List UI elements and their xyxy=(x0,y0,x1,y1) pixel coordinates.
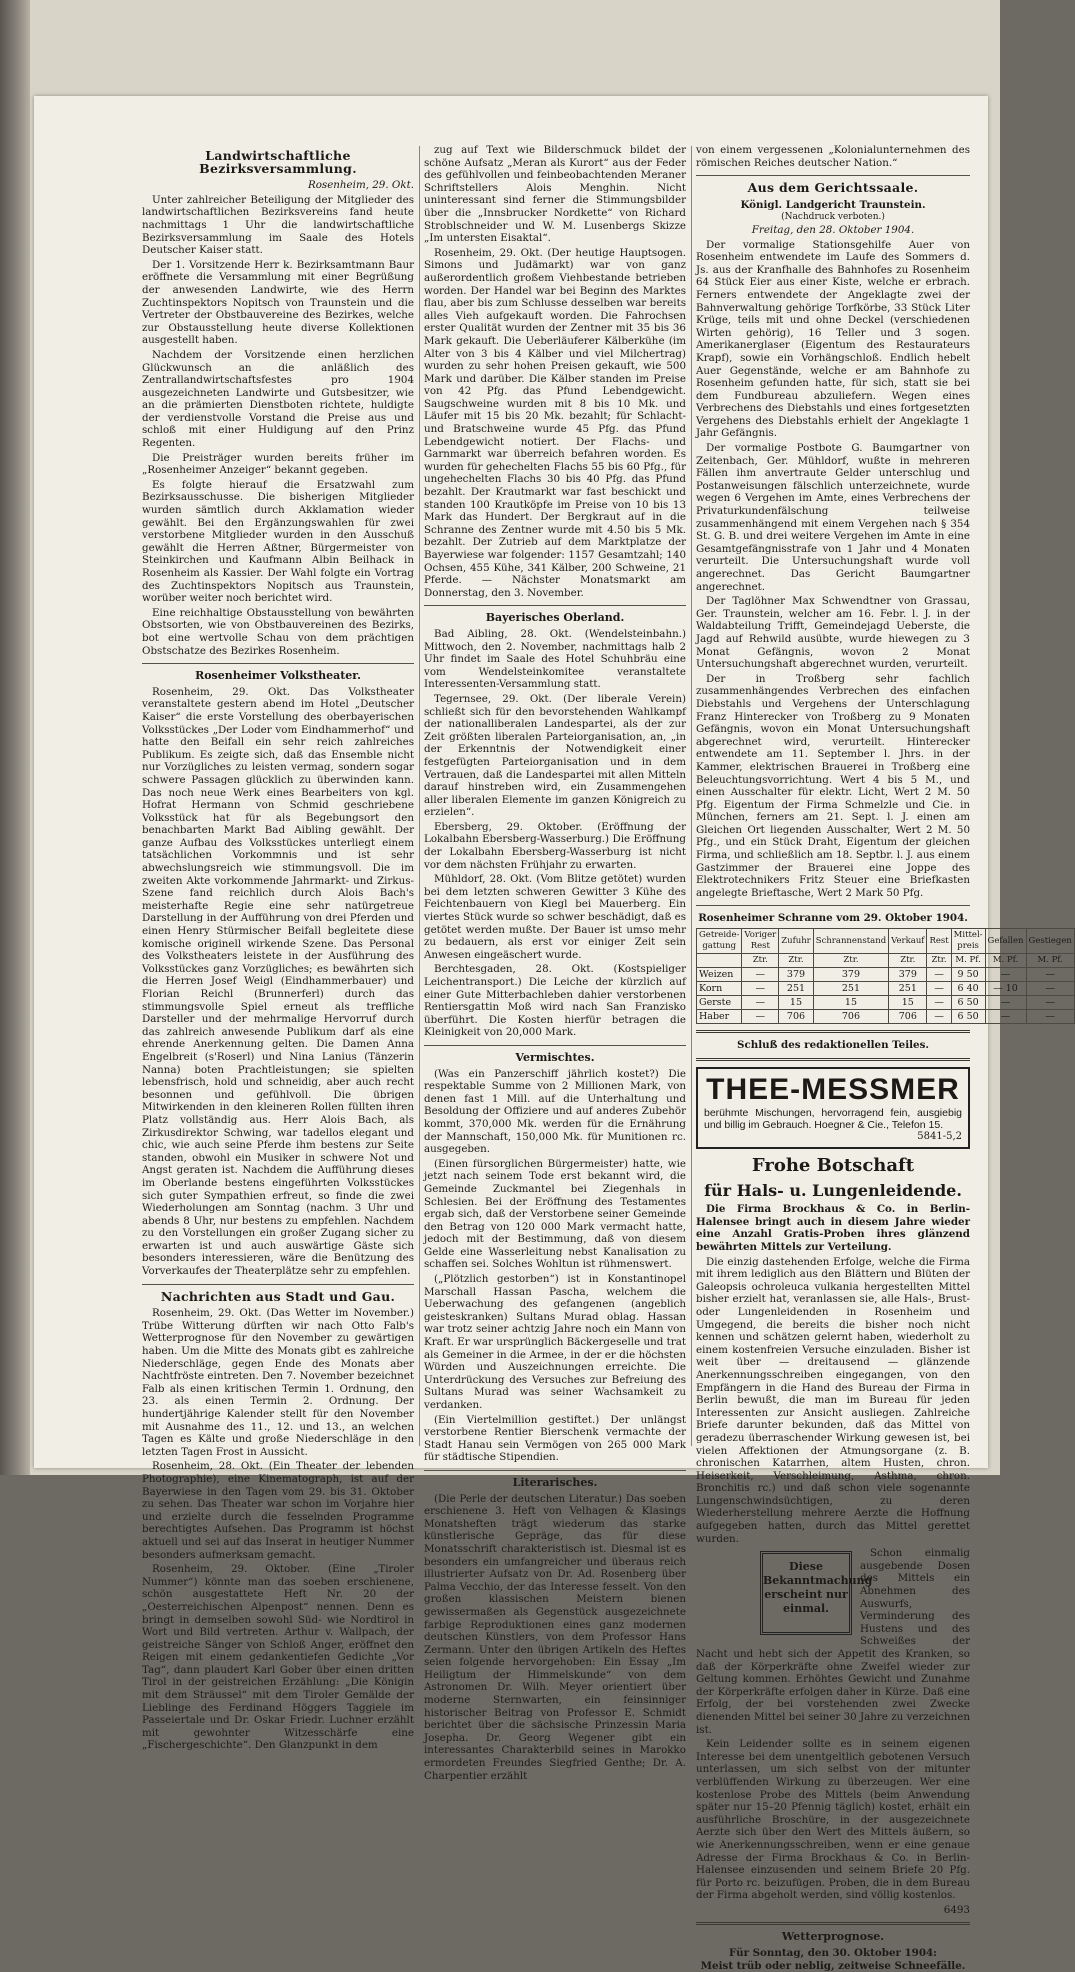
table-unit: M. Pf. xyxy=(951,954,985,968)
separator xyxy=(696,1030,970,1033)
paragraph: Tegernsee, 29. Okt. (Der liberale Verein) schließt sich für den bevorstehenden Wahlkampf der nationalliberalen Landespartei, als der zur Zeit größten liberalen Parteiorganisation, an, „in der Erkenntnis der Notwendigkeit einer festgefügten Parteiorganisation und in dem Vertrauen, daß die Landespartei mit allen Mitteln darauf hinstreben wird, ein Zusammengehen aller liberalen Elemente im ganzen Königreich zu erzielen“. xyxy=(424,692,686,819)
ad-code: 6493 xyxy=(943,1903,970,1916)
table-unit: Ztr. xyxy=(779,954,814,968)
paragraph: Rosenheim, 28. Okt. (Ein Theater der lebenden Photographie), eine Kinematograph, ist auf der Bayerwiese in den Tagen vom 29. bis 31. Oktober zu sehen. Das Theater war schon im Vorjahre hier und erzielte durch die fesselnden Programme berechtigtes Aufsehen. Das Programm ist höchst aktuell und sei auf das Inserat in heutiger Nummer besonders aufmerksam gemacht. xyxy=(142,1460,414,1561)
table-cell: 15 xyxy=(813,996,888,1010)
table-cell: Weizen xyxy=(697,968,742,982)
table-cell: 706 xyxy=(813,1010,888,1024)
table-cell: 379 xyxy=(889,968,927,982)
table-header-row xyxy=(697,929,1075,954)
table-cell: — xyxy=(742,1010,779,1024)
table-cell: Korn xyxy=(697,982,742,996)
paragraph: Der vormalige Postbote G. Baumgartner von Zeitenbach, Ger. Mühldorf, wußte in mehreren Fällen ihm anvertraute Gelder unterschlug und Postanweisungen fälschlich unterzeichnete, wurde wegen 6 Vergehen im Amte, eines Verbrechens der Privaturkundenfälschung teilweise zusammenhängend mit einem Vergehen nach § 354 St. G. B. und drei weitere Vergehen im Amte in eine Gesamtgefängnisstrafe von 1 Jahr und 4 Monaten verurteilt. Die Untersuchungshaft wurde voll angerechnet. Das Gericht Baumgartner angerechnet. xyxy=(696,442,970,593)
table-unit: Ztr. xyxy=(742,954,779,968)
paragraph: Nachdem der Vorsitzende einen herzlichen Glückwunsch an die anläßlich des Zentrallandwirtschaftsfestes pro 1904 ausgezeichneten Landwirte und Gutsbesitzer, wie an die prämierten Dienstboten richtete, huldigte der verdienstvolle Vorstand die Preise aus und schloß mit einer Huldigung auf den Prinz Regenten. xyxy=(142,348,414,450)
article-heading: Wetterprognose. xyxy=(781,1930,885,1944)
table-cell: — xyxy=(1026,996,1074,1010)
paragraph: (Einen fürsorglichen Bürgermeister) hatte, wie jetzt nach seinem Tode erst bekannt wird, die Gemeinde Zuckmantel bei Ziegenhals in Schlesien. Bei der Eröffnung des Testamentes ergab sich, daß der Verstorbene seiner Gemeinde den Betrag von 120 000 Mark vermacht hatte, jedoch mit der Bestimmung, daß von diesem Gelde eine Wasserleitung nebst Kanalisation zu schaffen sei. Solches Wohltun ist rühmenswert. xyxy=(424,1157,686,1271)
table-cell: 706 xyxy=(779,1010,814,1024)
separator xyxy=(424,1045,686,1046)
editorial-end: Schluß des redaktionellen Teiles. xyxy=(737,1039,929,1052)
table-cell: 6 40 xyxy=(951,982,985,996)
table-cell: — xyxy=(927,982,951,996)
separator xyxy=(696,1922,970,1925)
newspaper-page xyxy=(34,96,1072,1972)
column-rule xyxy=(419,146,420,1446)
dateline: Freitag, den 28. Oktober 1904. xyxy=(751,223,915,236)
paragraph: (Die Perle der deutschen Literatur.) Das soeben erschienene 3. Heft von Velhagen & Klasings Monatsheften trägt wiederum das starke künstlerische Gepräge, das für diese Monatsschrift charakteristisch ist. Diesmal ist es besonders ein umfangreicher und überaus reich illustrierter Aufsatz von Dr. Ad. Rosenberg über Palma Vecchio, der das Interesse fesselt. Von den großen klassischen Meistern bienen gewissermaßen als Gegenstück ausgezeichnete farbige Reproduktionen eines ganz modernen deutschen Künstlers, von dem Professor Hans Zermann. Unter den übrigen Artikeln des Heftes seien folgende hervorgehoben: Ein Essay „Im Heiligtum der Himmelskunde“ von dem Astronomen Dr. Wilh. Meyer orientiert über moderne Sternwarten, ein feinsinniger historischer Beitrag von Professor E. Schmidt berichtet über die sächsische Prinzessin Maria Josepha. Dr. Georg Wegener gibt ein interessantes Charakterbild seines in Marokko ermordeten Freundes Siegfried Genthe; Dr. A. Charpentier erzählt xyxy=(424,1492,686,1782)
table-cell: 379 xyxy=(779,968,814,982)
paragraph: Mühldorf, 28. Okt. (Vom Blitze getötet) wurden bei dem letzten schweren Gewitter 3 Kühe des Feichtenbauern von Kiegl bei Mauerberg. Ein viertes Stück wurde so schwer beschädigt, daß es getötet werden mußte. Der Bauer ist umso mehr zu bedauern, als erst vor einiger Zeit sein Anwesen eingeäschert wurde. xyxy=(424,873,686,961)
column-right xyxy=(696,144,1072,1972)
table-cell: 6 50 xyxy=(951,996,985,1010)
paragraph: („Plötzlich gestorben“) ist in Konstantinopel Marschall Hassan Pascha, welchem die Ueberwachung des gefangenen (angeblich geisteskranken) Sultans Murad oblag. Hassan war trotz seiner achtzig Jahre noch ein Mann von Kraft. Er war ursprünglich Bäckergeselle und trat als Gemeiner in die Armee, in der er die höchsten Würden und Auszeichnungen erreichte. Die Unterdrückung des Versuches zur Befreiung des Sultans Murad was seiner Wachsamkeit zu verdanken. xyxy=(424,1273,686,1411)
paragraph: Eine reichhaltige Obstausstellung von bewährten Obstsorten, wie von Obstbauvereinen des Bezirks, bot eine wertvolle Schau von dem prächtigen Obstschatze des Bezirkes Rosenheim. xyxy=(142,606,414,657)
separator xyxy=(696,905,970,906)
paragraph: Schon einmalig ausgebende Dosen des Mittels ein Abnehmen des Auswurfs, Verminderung des Hustens und des Schweißes der Nacht und hebt sich der Appetit des Kranken, so daß der Körperkräfte ohne Zweifel wieder zur Geltung kommen. Erhöhtes Gewicht und Zunahme der Körperkräfte erfolgen daher in Kürze. Daß eine Erfolg, der bei vorstehenden zwei Zwecke dienenden Mittel bei seiner 30 Jahre zu verzeichnen ist. xyxy=(696,1547,970,1736)
reprint-note: (Nachdruck verboten.) xyxy=(781,212,885,223)
paragraph: (Ein Viertelmillion gestiftet.) Der unlängst verstorbene Rentier Bierschenk vermachte der Stadt Hanau sein Vermögen von 265 000 Mark für städtische Stipendien. xyxy=(424,1413,686,1464)
paragraph: Der 1. Vorsitzende Herr k. Bezirksamtmann Baur eröffnete die Versammlung mit einer Begrüßung der anwesenden Landwirte, wie des Herrn Zuchtinspektors Nopitsch von Traunstein und die Vertreter der Obstbauvereine des Bezirkes, welche zur Obstausstellung heute diverse Kollektionen ausgestellt haben. xyxy=(142,258,414,347)
table-cell: — xyxy=(927,996,951,1010)
table-cell: 251 xyxy=(779,982,814,996)
paragraph: Bad Aibling, 28. Okt. (Wendelsteinbahn.) Mittwoch, den 2. November, nachmittags halb 2 Uhr findet im Saale des Hotel Schuhbräu eine vom Wendelsteinkomitee veranstaltete Interessenten-Versammlung statt. xyxy=(424,627,686,691)
table-unit: Ztr. xyxy=(813,954,888,968)
table-cell: 251 xyxy=(889,982,927,996)
article-heading: Bayerisches Oberland. xyxy=(485,611,625,625)
table-unit: M. Pf. xyxy=(985,954,1026,968)
table-cell: — xyxy=(985,968,1026,982)
paragraph: Die Firma Brockhaus & Co. in Berlin-Halensee bringt auch in diesem Jahre wieder eine Anzahl Gratis-Proben ihres glänzend bewährten Mittels zur Verteilung. xyxy=(696,1203,970,1253)
table-cell: — xyxy=(1026,968,1074,982)
table-unit: Ztr. xyxy=(927,954,951,968)
separator xyxy=(142,663,414,664)
paragraph: Rosenheim, 29. Okt. (Der heutige Hauptsogen. Simons und Judämarkt) war von ganz außerordentlich großem Viehbestande betrieben worden. Der Handel war bei Beginn des Marktes flau, aber bis zum Schlusse desselben war bereits alles Vieh aufgekauft worden. Die Fahrochsen erster Qualität wurden der Zentner mit 35 bis 36 Mark gekauft. Die Ueberläuferer Kälberkühe (im Alter von 3 bis 4 Kälber und viel Milchertrag) wurden zu sehr hohen Preisen gekauft, wie 500 Mark und darüber. Die Kälber standen im Preise von 42 Pfg. das Pfund Lebendgewicht. Saugschweine wurden mit 8 bis 10 Mk. und Läufer mit 15 bis 20 Mk. bezahlt; für Schlacht- und Bratschweine wurde 45 Pfg. das Pfund Lebendgewicht notiert. Der Flachs- und Garnmarkt war überreich befahren worden. Es wurden für gehechelten Flachs 55 bis 60 Pfg., für ungehechelten Flachs 30 bis 40 Pfg. das Pfund bezahlt. Der Krautmarkt war fast beschickt und standen 100 Krautköpfe im Preise von 10 bis 13 Mark das Hundert. Der Bergkraut auf in die Schranne des Zentner wurde mit 4.50 bis 5 Mk. bezahlt. Der Zutrieb auf dem Marktplatze der Bayerwiese war folgender: 1157 Gesamtzahl; 140 Ochsen, 455 Kühe, 341 Kälber, 200 Schweine, 21 Pferde. — Nächster Monatsmarkt am Donnerstag, den 3. November. xyxy=(424,246,686,599)
paragraph: Die Preisträger wurden bereits früher im „Rosenheimer Anzeiger“ bekannt gegeben. xyxy=(142,451,414,477)
table-cell: 706 xyxy=(889,1010,927,1024)
article-heading: Nachrichten aus Stadt und Gau. xyxy=(160,1288,396,1304)
dateline: Rosenheim, 29. Okt. xyxy=(307,179,414,192)
separator xyxy=(424,605,686,606)
paragraph: Rosenheim, 29. Okt. Das Volkstheater veranstaltete gestern abend im Hotel „Deutscher Kaiser“ die erste Vorstellung des oberbayerischen Volksstückes „Der Loder vom Eindhammerhof“ und hatte den Beifall ein sehr reich zahlreiches Publikum. Es zeigte sich, daß das Ensemble nicht nur Vorzügliches zu leisten vermag, sondern sogar schwere Passagen glücklich zu überwinden kann. Das noch neue Werk eines Bearbeiters von kgl. Hofrat Hermann von Schmid geschriebene Volksstück hat für als Begebungsort den benachbarten Markt Bad Aibling gewählt. Der ganze Aufbau des Volksstückes unterliegt einem tatsächlichen Vorkommnis und ist sehr abwechslungsreich wie stimmungsvoll. Die im zweiten Akte vorkommende Jahrmarkt- und Zirkus-Szene fand reichlich durch Alois Bach's meisterhafte Regie eine sehr natürgetreue Darstellung in der Aufführung von drei Pferden und einen Henry Stürmischer Beifall begleitete diese komische originell wirkende Szene. Das Personal des Volkstheaters leistete in der Ausführung des Volksstückes ganz Vorzügliches; es bewährten sich die Herren Josef Weigl (Eindhammerbauer) und Florian Reichl (Brunnerferl) durch das stimmungsvolle Spiel erneut als treffliche Darsteller und der mehrmalige Hervorruf durch das zahlreich anwesende Publikum darf als eine ehrende Anerkennung gelten. Die Damen Anna Engelbreit (s'Roserl) und Nina Lanius (Tänzerin Nanna) boten Prachtleistungen; sie spielten lebensfrisch, hold und schneidig, aber auch recht besonnen und gefühlvoll. Die übrigen Mitwirkenden in den kleineren Rollen füllten ihren Platz vollständig aus. Herr Alois Bach, als Zirkusdirektor Schwing, war tadellos elegant und chic, wie auch seine Pferde ihm bestens zur Seite standen, obwohl ein Musiker in schwere Not und Angst geraten ist. Nachdem die Aufführung dieses im Oberlande bestens eingeführten Volksstückes sich guter Sympathien erfreut, so finde die zwei Wiederholungen am Sonntag (nachm. 3 Uhr und abends 8 Uhr, nur bestens zu empfehlen. Nachdem zu den Vorstellungen ein großer Zugang sicher zu erwarten ist und auch auswärtige Gäste sich besonders interessieren, wäre die Benützung des Vorverkaufes der Theaterplätze sehr zu empfehlen. xyxy=(142,685,414,1278)
table-row xyxy=(697,982,1075,996)
article-heading: Rosenheimer Volkstheater. xyxy=(195,669,361,683)
column-left xyxy=(142,144,414,1752)
table-cell: — xyxy=(927,968,951,982)
table-row xyxy=(697,968,1075,982)
table-header: Rest xyxy=(927,929,951,954)
ad-code: 5841-5,2 xyxy=(917,1130,962,1142)
ad-headline: für Hals- u. Lungenleidende. xyxy=(704,1181,962,1201)
notice-box: Diese Bekanntmachung erscheint nur einmal. xyxy=(760,1551,852,1635)
paragraph: Unter zahlreicher Beteiligung der Mitglieder des landwirtschaftlichen Bezirksvereins fand heute nachmittags 1 Uhr die landwirtschaftliche Bezirksversammlung im Saale des Hotels Deutscher Kaiser statt. xyxy=(142,193,414,257)
article-heading: Literarisches. xyxy=(512,1475,598,1489)
separator xyxy=(696,175,970,176)
paragraph: Rosenheim, 29. Oktober. (Eine „Tiroler Nummer“) könnte man das soeben erschienene, schön ausgestattete Heft Nr. 20 der „Oesterreichischen Alpenpost“ nennen. Denn es bringt in demselben sowohl Süd- wie Nordtirol in Wort und Bild vertreten. Arthur v. Wallpach, der geistreiche Sänger von Schloß Anger, eröffnet den Reigen mit einem gedankentiefen Gedichte „Vor Tag“, dann plaudert Karl Gober über einen dritten Tirol in der geistreichen Erzählung: „Die Königin mit dem Sträussel“ mit dem Tiroler Gemälde der Lieblinge des Ferdinand Höggers Taggiele im Passeiertale und Dr. Oskar Friedr. Luchner erzählt mit gewohnter Witzesschärfe eine „Fischergeschichte“. Den Glanzpunkt in dem xyxy=(142,1563,414,1752)
table-header: Schrannenstand xyxy=(813,929,888,954)
table-header: Gefallen xyxy=(985,929,1026,954)
court-name: Königl. Landgericht Traunstein. xyxy=(740,198,926,211)
paragraph: Der in Troßberg sehr fachlich zusammenhängendes Verbrechen des einfachen Diebstahls und Vergehens der Unterschlagung Franz Hinterecker von Troßberg zu 9 Monaten Gefängnis, wovon ein Monat Untersuchungshaft abgerechnet wird, verurteilt. Hinterecker entwendete am 11. September l. Jhrs. in der Kammer, elektrischen Brauerei in Troßberg eine Beleuchtungsvorrichtung. Wert 4 bis 5 M., und einen Ausschalter für elektr. Licht, Wert 2 M. 50 Pfg. Eigentum der Firma Schmelzle und Cie. in München, ferners am 21. Sept. l. J. einen am Gleichen Ort liegenden Ausschalter, Wert 2 M. 50 Pfg., und ein Stück Draht, Eigentum der gleichen Firma, und schließlich am 18. Septbr. l. J. aus einem Gastzimmer der Brauerei eine Joppe des Elektrotechnikers Fritz Steuer eine Briefkasten angelegte Brieftasche, Wert 2 Mark 50 Pfg. xyxy=(696,672,970,899)
column-rule xyxy=(691,146,692,1446)
table-cell: 251 xyxy=(813,982,888,996)
paragraph: (Was ein Panzerschiff jährlich kostet?) Die respektable Summe von 2 Millionen Mark, von denen fast 1 Mill. auf die Unterhaltung und Besoldung der Offiziere und auf anderes Zubehör kommt, 370,000 Mk. werden für die Ernährung der Mannschaft, 150,000 Mk. für Munitionen rc. ausgegeben. xyxy=(424,1067,686,1156)
table-header: Getreide-gattung xyxy=(697,929,742,954)
table-header: Voriger Rest xyxy=(742,929,779,954)
table-cell: 9 50 xyxy=(951,968,985,982)
table-cell: — 10 xyxy=(985,982,1026,996)
paragraph: Es folgte hierauf die Ersatzwahl zum Bezirksausschusse. Die bisherigen Mitglieder wurden sämtlich durch Akklamation wieder gewählt. Bei den Ergänzungswahlen für zwei verstorbene Mitglieder wurden in den Ausschuß gewählt die Herren Aßtner, Bürgermeister von Steinkirchen und Kaufmann Albin Beilhack in Rosenheim als Kassier. Der Wahl folgte ein Vortrag des Zuchtinspektors Nopitsch aus Traunstein, worüber weiter noch berichtet wird. xyxy=(142,478,414,605)
paragraph: zug auf Text wie Bilderschmuck bildet der schöne Aufsatz „Meran als Kurort“ aus der Feder des gefühlvollen und feinbeobachtenden Meraner Schriftstellers Alois Menghin. Nicht uninteressant sind ferner die Stimmungsbilder über die „Innsbrucker Nordkette“ von Richard Stroblschneider und W. M. Lusenbergs Skizze „Im untersten Eisaktal“. xyxy=(424,144,686,245)
table-cell: — xyxy=(985,1010,1026,1024)
paragraph: von einem vergessenen „Kolonialunternehmen des römischen Reiches deutscher Nation.“ xyxy=(696,144,970,169)
table-cell: — xyxy=(742,968,779,982)
paragraph: Die einzig dastehenden Erfolge, welche die Firma mit ihrem lediglich aus den Blättern und Blüten der Galeopsis ochroleuca vulkania hergestellten Mittel bisher erzielt hat, veranlassen sie, alle Hals-, Brust- oder Lungenleidenden in Rosenheim und Umgegend, die bereits die bisher noch nicht kennen und schätzen gelernt haben, wiederholt zu einem kostenfreien Versuche einzuladen. Bisher ist weit über — dreitausend — glänzende Anerkennungsschreiben eingegangen, von den Empfängern in die Hand des Bureau der Firma in Berlin bewußt, die man im Bureau für jeden Interessenten zur Ansicht ausliegen. Zahlreiche Briefe darunter bekunden, daß das Mittel von geradezu überraschender Wirkung gewesen ist, bei vielen Affektionen der Atmungsorgane (z. B. chronischen Katarrhen, altem Husten, chron. Heiserkeit, Verschleimung, Asthma, chron. Bronchitis rc.) und daß schon viele sogenannte Lungenschwindsüchtigen, zu deren Wiederherstellung mehrere Aerzte die Hoffnung aufgegeben hatten, durch das Mittel gerettet wurden. xyxy=(696,1255,970,1545)
advertisement-thee-messmer xyxy=(696,1067,970,1150)
table-cell: — xyxy=(742,996,779,1010)
paragraph: Der vormalige Stationsgehilfe Auer von Rosenheim entwendete im Laufe des Sommers d. Js. aus der Kranfhalle des Bahnhofes zu Rosenheim 64 Stück Eier aus einer Kiste, welche er erbrach. Ferners entwendete der Angeklagte zwei der Bahnverwaltung gehörige Torfkörbe, 33 Stück Liter Krüge, teils mit und ohne Deckel (verschiedenen Wirten gehörig), 16 Teller und 3 sogen. Amerikanerglaser (Eigentum des Restaurateurs Krapf), sowie ein Vorhängschloß. Endlich hebelt Auer Gegenstände, welche er am Bahnhofe zu Rosenheim gefunden hatte, für sich, statt sie bei dem Fundbureau abzuliefern. Wegen eines Verbrechens des Diebstahls und eines fortgesetzten Vergehens des Diebstahls erhielt der Angeklagte 1 Jahr Gefängnis. xyxy=(696,238,970,440)
paragraph: Berchtesgaden, 28. Okt. (Kostspieliger Leichentransport.) Die Leiche der kürzlich auf einer Gute Mitterbachleben dahier verstorbenen Rentiersgattin Moß wird nach San Franzisko überführt. Die Kosten hierfür betragen die Kleinigkeit von 20,000 Mark. xyxy=(424,963,686,1039)
article-heading: Landwirtschaftliche Bezirksversammlung. xyxy=(199,148,357,176)
table-unit-row xyxy=(697,954,1075,968)
forecast-date: Für Sonntag, den 30. Oktober 1904: xyxy=(729,1947,937,1960)
paragraph: Kein Leidender sollte es in seinem eigenen Interesse bei dem unentgeltlich gebotenen Versuch unterlassen, um sich selbst von der mitunter verblüffenden Wirkung zu überzeugen. Wer eine kostenlose Probe des Mittels (beim Anwendung später nur 15–20 Pfennig täglich) kostet, erhält ein ausführliche Broschüre, in der ausgezeichnete Aerzte sich über den Wert des Mittels äußern, so wie Anerkennungsschreiben, wenn er eine genaue Adresse der Firma Brockhaus & Co. in Berlin-Halensee einzusenden und seinem Briefe 20 Pfg. für Porto rc. beizufügen. Proben, die in dem Bureau der Firma abgeholt werden, sind völlig kostenlos. xyxy=(696,1738,970,1902)
table-cell: 15 xyxy=(779,996,814,1010)
ad-text: berühmte Mischungen, hervorragend fein, ausgiebig und billig im Gebrauch. Hoegner & Cie., Telefon 15. xyxy=(704,1106,962,1131)
separator xyxy=(142,1284,414,1285)
table-header: Gestiegen xyxy=(1026,929,1074,954)
table-cell: Gerste xyxy=(697,996,742,1010)
ad-brand: THEE-MESSMER xyxy=(706,1072,960,1106)
table-cell: — xyxy=(1026,982,1074,996)
separator xyxy=(424,1470,686,1471)
table-cell: — xyxy=(927,1010,951,1024)
table-cell: Haber xyxy=(697,1010,742,1024)
paragraph: Rosenheim, 29. Okt. (Das Wetter im November.) Trübe Witterung dürften wir nach Otto Falb's Wetterprognose für den November zu gewärtigen haben. Um die Mitte des Monats gibt es zahlreiche Niederschläge, gegen Ende des Monats aber Nachtfröste eintreten. Den 7. November bezeichnet Falb als einen kritischen Termin 1. Ordnung, den 23. als einen Termin 2. Ordnung. Der hundertjährige Kalender stellt für den November mit Ausnahme des 11., 12. und 13., an welchen Tagen es Kälte und große Niederschläge in den letzten Tagen Frost in Aussicht. xyxy=(142,1307,414,1458)
table-cell: 15 xyxy=(889,996,927,1010)
paragraph: Ebersberg, 29. Oktober. (Eröffnung der Lokalbahn Ebersberg-Wasserburg.) Die Eröffnung der Lokalbahn Ebersberg-Wasserburg ist nicht vor dem nächsten Frühjahr zu erwarten. xyxy=(424,820,686,871)
table-unit xyxy=(697,954,742,968)
article-heading: Aus dem Gerichtssaale. xyxy=(747,180,919,196)
table-cell: — xyxy=(1026,1010,1074,1024)
article-heading: Vermischtes. xyxy=(515,1050,595,1064)
market-table-title: Rosenheimer Schranne vom 29. Oktober 1904. xyxy=(698,912,968,925)
table-cell: 379 xyxy=(813,968,888,982)
ad-headline: Frohe Botschaft xyxy=(751,1155,915,1177)
table-header: Mittel-preis xyxy=(951,929,985,954)
book-spine xyxy=(0,0,30,1475)
table-cell: 6 50 xyxy=(951,1010,985,1024)
column-middle xyxy=(424,144,686,1782)
table-row xyxy=(697,1010,1075,1024)
paragraph: Der Taglöhner Max Schwendtner von Grassau, Ger. Traunstein, welcher am 16. Febr. l. J. in der Waldabteilung Trifft, Gemeindejagd Ueberste, die Jagd auf Rehwild ausübte, wurde hiewegen zu 3 Monat Gefängnis, wovon 2 Monat Untersuchungshaft abgerechnet wurden, verurteilt. xyxy=(696,595,970,671)
table-row xyxy=(697,996,1075,1010)
table-header: Zufuhr xyxy=(779,929,814,954)
table-unit: M. Pf. xyxy=(1026,954,1074,968)
table-cell: — xyxy=(742,982,779,996)
separator xyxy=(696,1058,970,1061)
table-header: Verkauf xyxy=(889,929,927,954)
table-cell: — xyxy=(985,996,1026,1010)
advertisement-brockhaus xyxy=(696,1155,970,1916)
forecast-text: Meist trüb oder neblig, zeitweise Schneefälle. xyxy=(700,1959,966,1972)
grain-market-table xyxy=(696,928,1075,1024)
table-unit: Ztr. xyxy=(889,954,927,968)
